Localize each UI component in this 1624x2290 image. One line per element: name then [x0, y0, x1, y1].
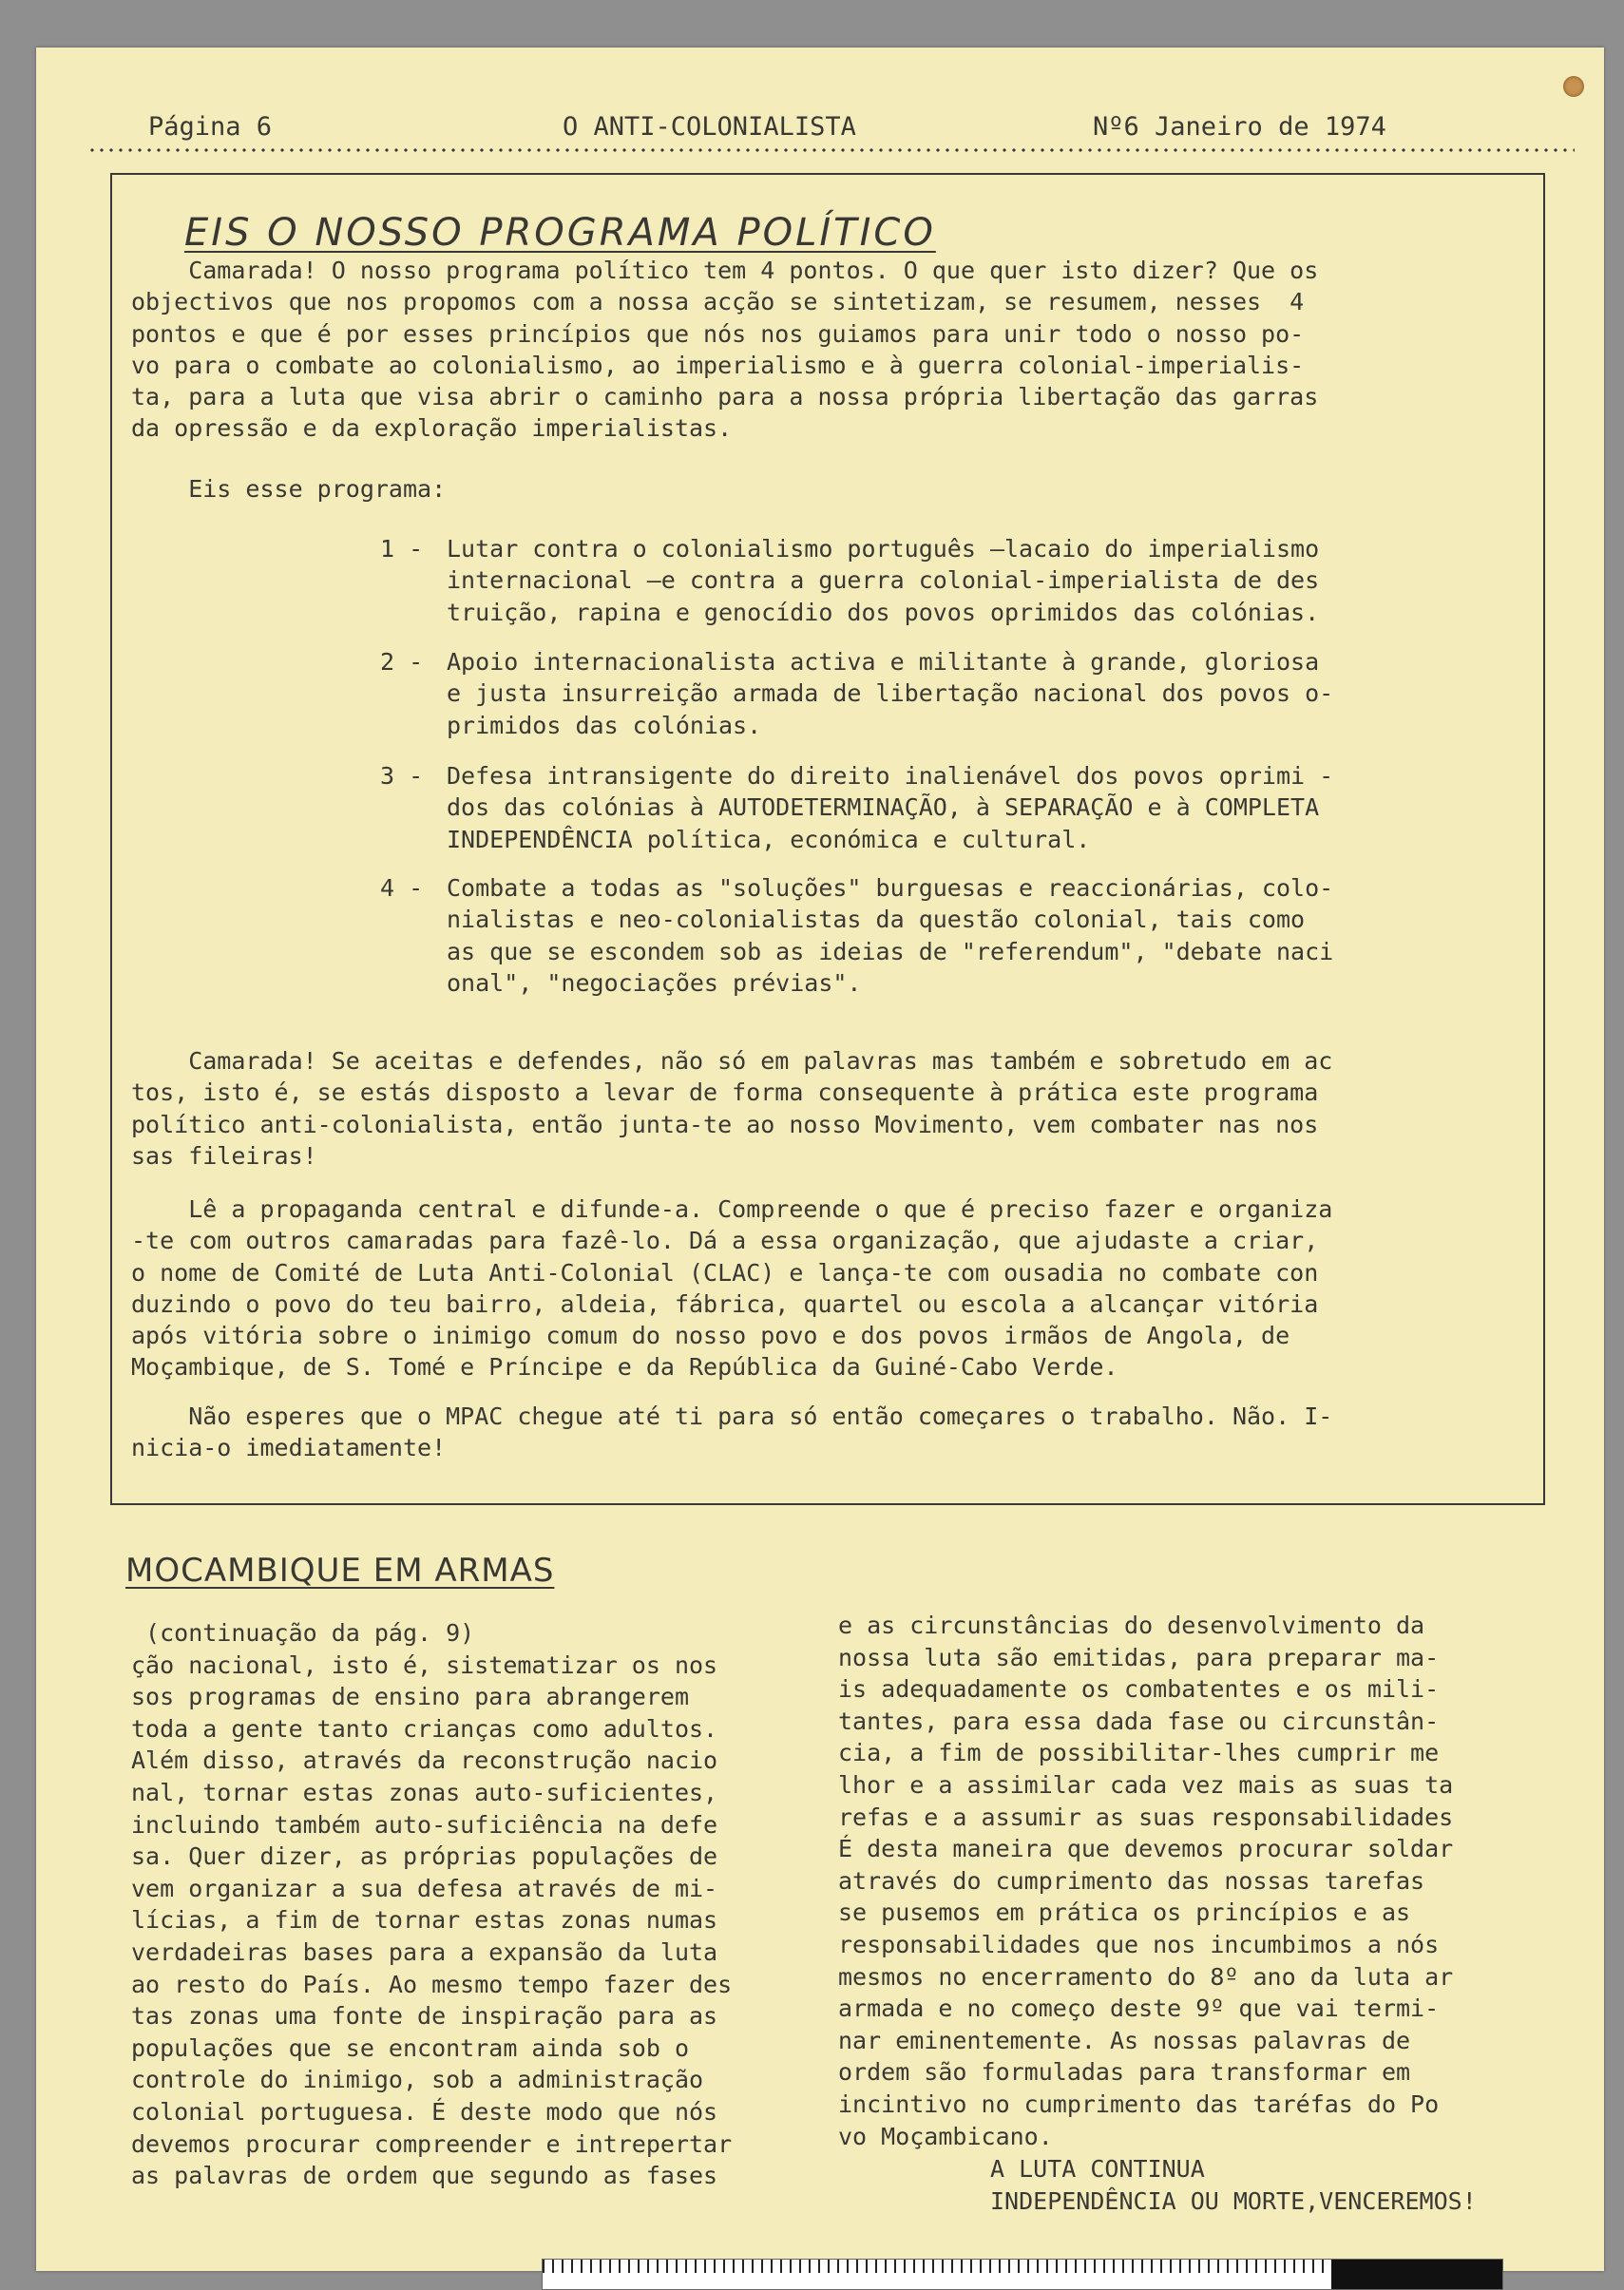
program-point-4: Combate a todas as "soluções" burguesas e reaccionárias, colo- nialistas e neo-colonialistas da questão colonial, tais como as que se escondem sob as ideias de "referendum", "debate naci onal", "negociações prévias".	[447, 874, 1334, 997]
closing-slogan-2: INDEPENDÊNCIA OU MORTE,VENCEREMOS!	[990, 2187, 1477, 2215]
point-number: 1 -	[380, 535, 424, 563]
page-number: Página 6	[148, 112, 273, 142]
program-intro: Camarada! O nosso programa político tem 4 pontos. O que quer isto dizer? Que os objectivos que nos propomos com a nossa acção se sintetizam, se resumem, nesses 4 pontos e que é por esses princípios que nós nos guiamos para unir todo o nosso po- vo para o combate ao colonialismo, ao imperialismo e à guerra colonial-imperialis- ta, para a luta que visa abrir o caminho para a nossa própria libertação das garras da opressão e da exploração imperialistas.	[131, 257, 1319, 443]
program-point-3: Defesa intransigente do direito inalienável dos povos oprimi - dos das colónias à AUTODETERMINAÇÃO, à SEPARAÇÃO e à COMPLETA INDEPENDÊNCIA política, económica e cultural.	[447, 762, 1334, 853]
program-lead: Eis esse programa:	[131, 475, 447, 503]
call-to-action-3: Não esperes que o MPAC chegue até ti para só então começares o trabalho. Não. I- nicia-o imediatamente!	[131, 1403, 1333, 1462]
header-dotted-rule	[87, 148, 1575, 152]
scan-ruler	[542, 2259, 1503, 2290]
mozambique-title: MOCAMBIQUE EM ARMAS	[125, 1552, 555, 1590]
mozambique-column-1: (continuação da pág. 9) ção nacional, isto é, sistematizar os nos sos programas de ensino para abrangerem toda a gente tanto crianças como adultos. Além disso, através da reconstrução nacio nal, tornar estas zonas auto-suficientes, incluindo também auto-suficiência na defe sa. Quer dizer, as próprias populações de vem organizar a sua defesa através de mi- lícias, a fim de tornar estas zonas numas verdadeiras bases para a expansão da luta ao resto do País. Ao mesmo tempo fazer des tas zonas uma fonte de inspiração para as populações que se encontram ainda sob o controle do inimigo, sob a administração colonial portuguesa. É deste modo que nós devemos procurar compreender e intrepertar as palavras de ordem que segundo as fases	[131, 1619, 733, 2190]
mozambique-column-2: e as circunstâncias do desenvolvimento da nossa luta são emitidas, para preparar ma- is adequadamente os combatentes e os mili- tantes, para essa dada fase ou circunstân- cia, a fim de possibilitar-lhes cumprir me lhor e a assimilar cada vez mais as suas ta refas e a assumir as suas responsabilidades É desta maneira que devemos procurar soldar através do cumprimento das nossas tarefas se pusemos em prática os princípios e as responsabilidades que nos incumbimos a nós mesmos no encerramento do 8º ano da luta ar armada e no começo deste 9º que vai termi- nar eminentemente. As nossas palavras de ordem são formuladas para transformar em incintivo no cumprimento das taréfas do Po vo Moçambicano.	[838, 1612, 1454, 2150]
issue-date: Nº6 Janeiro de 1974	[1093, 112, 1386, 142]
call-to-action-2: Lê a propaganda central e difunde-a. Compreende o que é preciso fazer e organiza -te com outros camaradas para fazê-lo. Dá a essa organização, que ajudaste a criar, o nome de Comité de Luta Anti-Colonial (CLAC) e lança-te com ousadia no combate con duzindo o povo do teu bairro, aldeia, fábrica, quartel ou escola a alcançar vitória após vitória sobre o inimigo comum do nosso povo e dos povos irmãos de Angola, de Moçambique, de S. Tomé e Príncipe e da República da Guiné-Cabo Verde.	[131, 1195, 1333, 1382]
point-number: 2 -	[380, 648, 424, 676]
program-point-2: Apoio internacionalista activa e militante à grande, gloriosa e justa insurreição armada de libertação nacional dos povos o- primidos das colónias.	[447, 648, 1334, 739]
closing-slogan-1: A LUTA CONTINUA	[990, 2155, 1205, 2183]
paper-stain	[1563, 76, 1584, 97]
point-number: 3 -	[380, 762, 424, 790]
call-to-action-1: Camarada! Se aceitas e defendes, não só em palavras mas também e sobretudo em ac tos, isto é, se estás disposto a levar de forma consequente à prática este programa político anti-colonialista, então junta-te ao nosso Movimento, vem combater nas nos sas fileiras!	[131, 1047, 1333, 1170]
program-title: EIS O NOSSO PROGRAMA POLÍTICO	[184, 211, 936, 255]
program-point-1: Lutar contra o colonialismo português —lacaio do imperialismo internacional —e contra a guerra colonial-imperialista de des truição, rapina e genocídio dos povos oprimidos das colónias.	[447, 535, 1320, 626]
point-number: 4 -	[380, 874, 424, 902]
publication-title: O ANTI-COLONIALISTA	[563, 112, 856, 142]
